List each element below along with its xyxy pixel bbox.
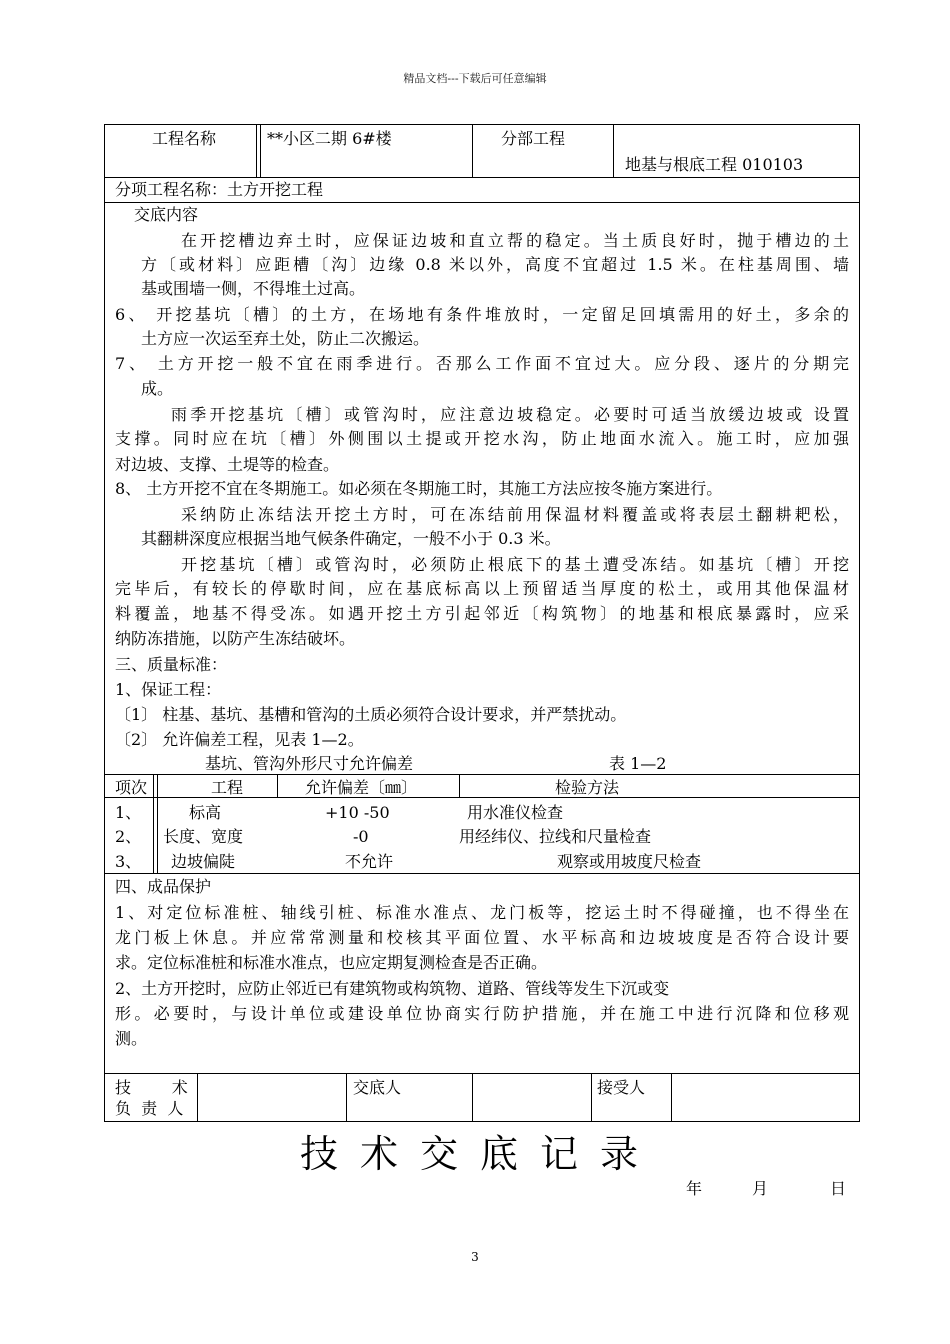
- paragraph-line: 开挖基坑〔槽〕或管沟时，必须防止根底下的基土遭受冻结。如基坑〔槽〕开挖: [181, 555, 849, 574]
- document-frame: [104, 124, 860, 1122]
- section-heading: 三、质量标准：: [115, 655, 228, 674]
- divider: [153, 774, 154, 873]
- paragraph-line: 对边坡、支撑、土堤等的检查。: [115, 455, 340, 474]
- paragraph-line: 雨季开挖基坑〔槽〕或管沟时，应注意边坡稳定。必要时可适当放缓边坡或 设置: [171, 405, 849, 424]
- paragraph-line: 形。必要时，与设计单位或建设单位协商实行防护措施，并在施工中进行沉降和位移观: [115, 1004, 849, 1023]
- doc-title: 技术交底记录: [300, 1132, 661, 1176]
- divider: [260, 125, 261, 177]
- table-header: 工程: [211, 778, 244, 797]
- paragraph-line: 完毕后，有较长的停歇时间，应在基底标高以上预留适当厚度的松土，或用其他保温材: [115, 579, 849, 598]
- tech-lead-label: 负 责 人: [115, 1099, 184, 1118]
- paragraph-line: 采纳防止冻结法开挖土方时，可在冻结前用保温材料覆盖或将表层土翻耕耙松，: [181, 505, 849, 524]
- paragraph-line: 纳防冻措施，以防产生冻结破坏。: [115, 629, 356, 648]
- divider: [105, 1073, 859, 1074]
- presenter-label: 交底人: [353, 1078, 402, 1097]
- header-note: 精品文档---下载后可任意编辑: [403, 72, 547, 85]
- division-label: 分部工程: [501, 129, 566, 148]
- date-month: 月: [752, 1179, 769, 1198]
- paragraph-line: 〔1〕 柱基、基坑、基槽和管沟的土质必须符合设计要求，并严禁扰动。: [115, 705, 627, 724]
- divider: [472, 125, 473, 177]
- paragraph-line: 2、土方开挖时，应防止邻近已有建筑物或构筑物、道路、管线等发生下沉或变: [115, 979, 670, 998]
- project-name-value: **小区二期 6#楼: [267, 129, 392, 148]
- table-header: 项次: [115, 778, 148, 797]
- divider: [157, 774, 158, 873]
- table-header: 检验方法: [555, 778, 620, 797]
- paragraph-line: 〔2〕 允许偏差工程，见表 1—2。: [115, 730, 364, 749]
- divider: [346, 1073, 347, 1121]
- divider: [591, 1073, 592, 1121]
- paragraph-line: 其翻耕深度应根据当地气候条件确定，一般不小于 0.3 米。: [141, 529, 561, 548]
- table-number: 表 1—2: [609, 754, 667, 773]
- date-year: 年: [686, 1179, 703, 1198]
- divider: [459, 774, 460, 797]
- paragraph-line: 土方应一次运至弃土处，防止二次搬运。: [141, 329, 430, 348]
- table-cell: 3、: [115, 852, 142, 871]
- paragraph-line: 7、 土方开挖一般不宜在雨季进行。否那么工作面不宜过大。应分段、逐片的分期完: [115, 354, 849, 373]
- page-number: 3: [471, 1250, 479, 1264]
- division-value: 地基与根底工程 010103: [625, 155, 804, 174]
- divider: [472, 1073, 473, 1121]
- receiver-label: 接受人: [597, 1078, 646, 1097]
- paragraph-line: 成。: [141, 379, 174, 398]
- paragraph-line: 料覆盖，地基不得受冻。如遇开挖土方引起邻近〔构筑物〕的地基和根底暴露时，应采: [115, 604, 849, 623]
- divider: [613, 125, 614, 177]
- table-cell: 边坡偏陡: [171, 852, 236, 871]
- divider: [256, 125, 257, 177]
- paragraph-line: 龙门板上休息。并应常常测量和校核其平面位置、水平标高和边坡坡度是否符合设计要: [115, 928, 849, 947]
- paragraph-line: 1、保证工程：: [115, 680, 222, 699]
- table-cell: 2、: [115, 827, 142, 846]
- table-cell: 不允许: [345, 852, 394, 871]
- divider: [197, 1073, 198, 1121]
- table-cell: 长度、宽度: [163, 827, 244, 846]
- divider: [105, 202, 859, 203]
- paragraph-line: 求。定位标准桩和标准水准点，也应定期复测检查是否正确。: [115, 953, 548, 972]
- table-cell: -0: [353, 827, 369, 846]
- section-heading: 四、成品保护: [115, 877, 212, 896]
- paragraph-line: 在开挖槽边弃土时，应保证边坡和直立帮的稳定。当土质良好时，抛于槽边的土: [181, 231, 849, 250]
- divider: [277, 774, 278, 797]
- table-cell: 用经纬仪、拉线和尺量检查: [459, 827, 652, 846]
- divider: [105, 774, 859, 775]
- subitem-name: 分项工程名称：土方开挖工程: [115, 180, 324, 199]
- table-cell: 1、: [115, 803, 142, 822]
- table-caption: 基坑、管沟外形尺寸允许偏差: [205, 754, 414, 773]
- paragraph-line: 8、 土方开挖不宜在冬期施工。如必须在冬期施工时，其施工方法应按冬施方案进行。: [115, 479, 723, 498]
- tech-lead-label: 技 术: [115, 1078, 188, 1097]
- paragraph-line: 基或围墙一侧，不得堆土过高。: [141, 279, 366, 298]
- paragraph-line: 测。: [115, 1029, 148, 1048]
- table-cell: 用水准仪检查: [467, 803, 564, 822]
- table-cell: 标高: [189, 803, 222, 822]
- paragraph-line: 1、对定位标准桩、轴线引桩、标准水准点、龙门板等，挖运土时不得碰撞，也不得坐在: [115, 903, 849, 922]
- paragraph-line: 方〔或材料〕应距槽〔沟〕边缘 0.8 米以外，高度不宜超过 1.5 米。在柱基周围、墙: [141, 255, 849, 274]
- table-cell: +10 -50: [325, 803, 390, 822]
- paragraph-line: 支撑。同时应在坑〔槽〕外侧围以土提或开挖水沟，防止地面水流入。施工时，应加强: [115, 429, 849, 448]
- divider: [671, 1073, 672, 1121]
- date-day: 日: [830, 1179, 847, 1198]
- table-cell: 观察或用坡度尺检查: [557, 852, 702, 871]
- table-header: 允许偏差〔㎜〕: [305, 778, 418, 797]
- project-name-label: 工程名称: [152, 129, 217, 148]
- paragraph-line: 6、 开挖基坑〔槽〕的土方，在场地有条件堆放时，一定留足回填需用的好土，多余的: [115, 305, 849, 324]
- content-heading: 交底内容: [134, 205, 199, 224]
